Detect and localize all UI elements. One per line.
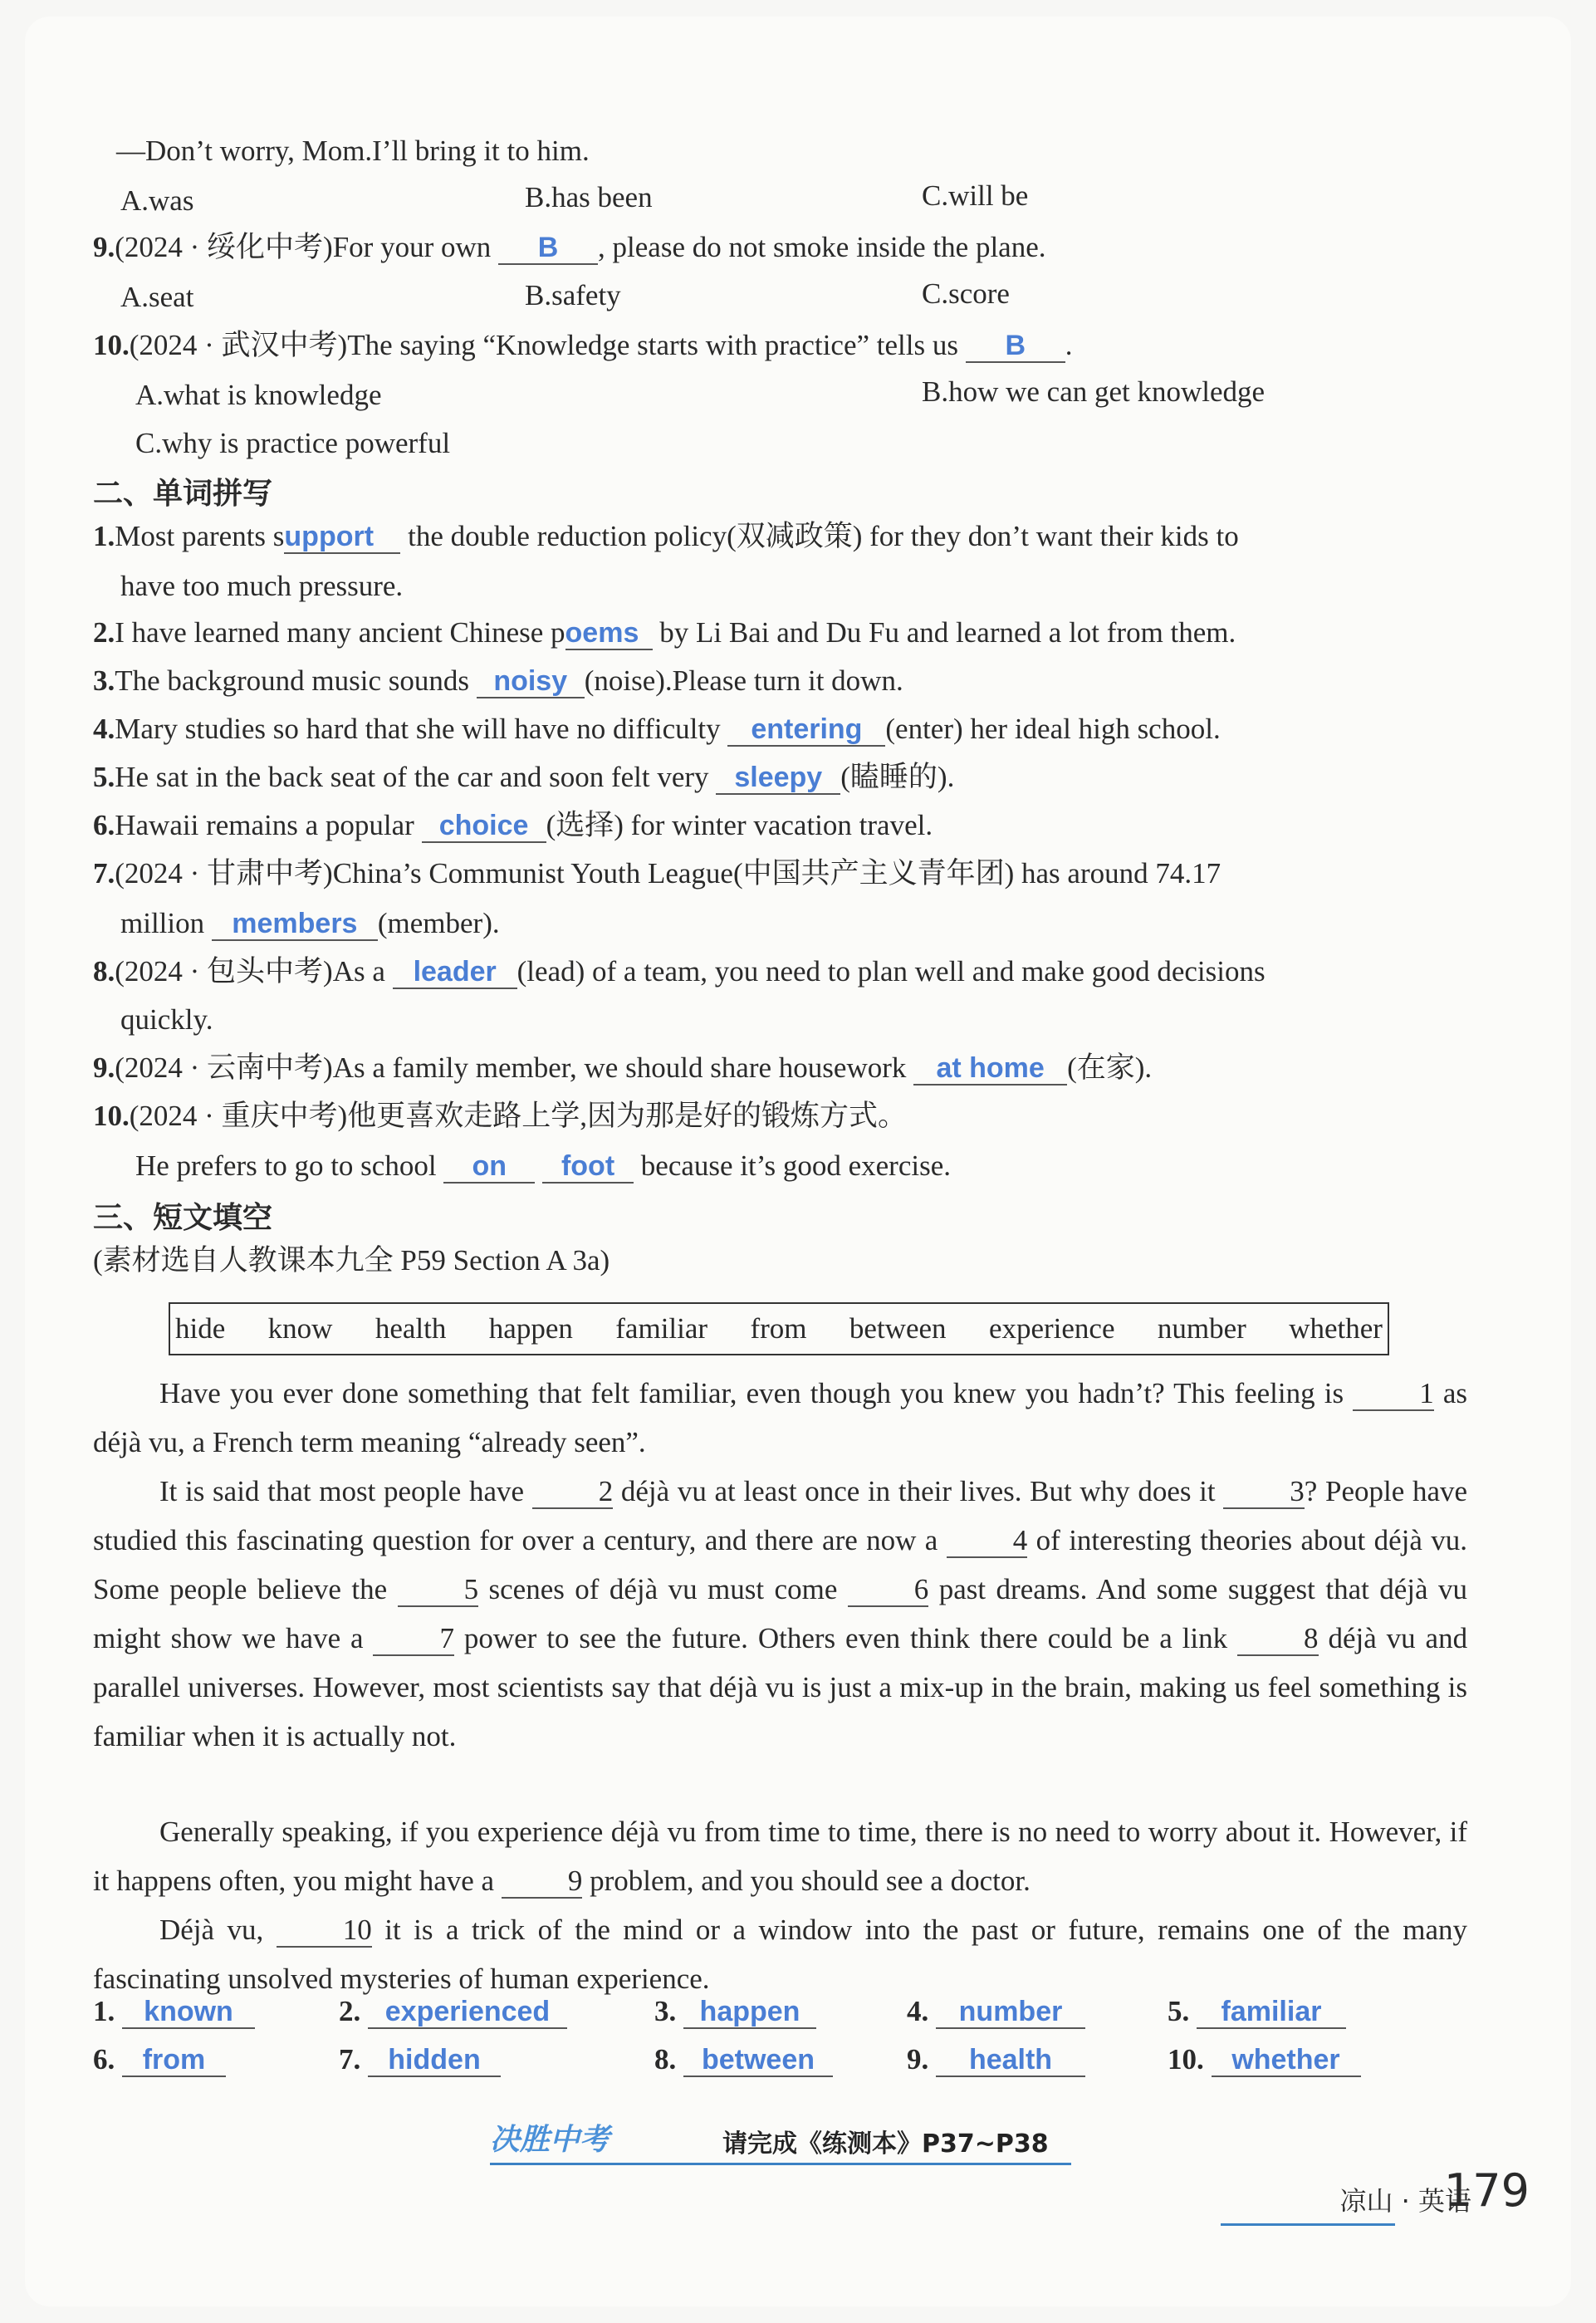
word-bank-item: whether [1289,1312,1383,1345]
answer-1: 1. known [93,1993,255,2030]
footer-instruction: 请完成《练测本》P37~P38 [722,2129,1049,2159]
s2-item-8-cont: quickly. [120,1003,213,1036]
s2-item-7: 7.(2024 · 甘肃中考)China’s Communist Youth League(中国共产主义青年团) has around 74.17 [93,857,1221,890]
answer-7: 7. hidden [339,2041,501,2078]
section2-title: 二、单词拼写 [93,477,273,511]
word-bank-item: happen [488,1312,573,1345]
word-bank-item: from [750,1312,807,1345]
answer-10: 10. whether [1168,2041,1361,2078]
page-label: 凉山 · 英语 [1339,2185,1471,2217]
passage-paragraph-2: It is said that most people have 2 déjà vu at least once in their lives. But why does it 3? People have studied this fascinating question for over a century, and there are now a 4 of interesting theories about déjà vu. Some people believe the 5 scenes of déjà vu must come 6 past dreams. And some suggest that déjà vu might show we have a 7 power to see the future. Others even think there could be a link 8 déjà vu and parallel universes. However, most scientists say that déjà vu is just a mix-up in the brain, making us feel something is familiar when it is actually not. [93,1475,1468,1752]
answer-9: 9. health [907,2041,1085,2078]
s2-item-10: 10.(2024 · 重庆中考)他更喜欢走路上学,因为那是好的锻炼方式。 [93,1100,907,1132]
footer-banner [490,2116,1071,2166]
q10-option-a: A.what is knowledge [135,379,382,411]
passage-paragraph-1: Have you ever done something that felt familiar, even though you knew you hadn’t? This feeling is 1 as déjà vu, a French term meaning “already seen”. [93,1377,1468,1458]
s2-item-9: 9.(2024 · 云南中考)As a family member, we should share housework at home (在家). [93,1051,1153,1084]
s2-item-10-cont: He prefers to go to school on foot because it’s good exercise. [135,1149,951,1182]
q8-dialogue: —Don’t worry, Mom.I’ll bring it to him. [116,135,590,167]
answer-5: 5. familiar [1168,1993,1346,2030]
q9-stem: 9.(2024 · 绥化中考)For your own B , please do not smoke inside the plane. [93,231,1046,263]
q10-option-b: B.how we can get knowledge [922,375,1266,408]
s2-item-1-cont: have too much pressure. [120,570,404,602]
q9-option-a: A.seat [120,281,194,313]
word-bank-item: experience [988,1312,1115,1345]
answer-3: 3. happen [654,1993,816,2030]
s2-item-5: 5.He sat in the back seat of the car and soon felt very sleepy (瞌睡的). [93,761,955,793]
q9-answer: B [537,232,559,263]
brand-logo: 决胜中考 [490,2123,610,2157]
page-number: 179 [1443,2164,1530,2217]
answer-8: 8. between [654,2041,833,2078]
passage-paragraph-3: Generally speaking, if you experience déjà vu from time to time, there is no need to worry about it. However, if it happens often, you might have a 9 problem, and you should see a doctor. [93,1816,1468,1897]
s2-item-8: 8.(2024 · 包头中考)As a leader (lead) of a team, you need to plan well and make good decisions [93,955,1266,988]
answer-4: 4. number [907,1993,1085,2030]
s2-item-2: 2.I have learned many ancient Chinese poems by Li Bai and Du Fu and learned a lot from them. [93,616,1236,649]
q10-option-c: C.why is practice powerful [135,427,451,459]
word-bank [169,1302,1389,1355]
word-bank-item: know [267,1312,333,1345]
word-bank-item: between [849,1312,947,1345]
word-bank-item: hide [175,1312,226,1345]
passage-paragraph-4: Déjà vu, 10 it is a trick of the mind or a window into the past or future, remains one of the many fascinating unsolved mysteries of human experience. [93,1914,1467,1995]
footer-divider [490,2163,1071,2165]
q9-option-b: B.safety [525,279,621,311]
word-bank-item: number [1157,1312,1246,1345]
q10-stem: 10.(2024 · 武汉中考)The saying “Knowledge starts with practice” tells us B . [93,329,1073,361]
s2-item-1: 1.Most parents support the double reduction policy(双减政策) for they don’t want their kids to [93,520,1239,552]
section3-source: (素材选自人教课本九全 P59 Section A 3a) [93,1244,610,1277]
section3-title: 三、短文填空 [93,1201,273,1235]
q9-option-c: C.score [922,277,1010,310]
q8-option-b: B.has been [525,181,653,213]
q8-option-a: A.was [120,184,194,217]
q10-answer: B [1005,330,1026,361]
s2-item-3: 3.The background music sounds noisy (noise).Please turn it down. [93,664,903,697]
s2-item-4: 4.Mary studies so hard that she will have no difficulty entering (enter) her ideal high school. [93,713,1221,745]
s2-item-7-cont: million members (member). [120,907,500,939]
page-underline [1221,2223,1395,2226]
word-bank-item: health [375,1312,447,1345]
answer-6: 6. from [93,2041,226,2078]
word-bank-item: familiar [615,1312,708,1345]
s2-item-6: 6.Hawaii remains a popular choice (选择) for winter vacation travel. [93,809,933,841]
q8-option-c: C.will be [922,179,1029,212]
answer-2: 2. experienced [339,1993,567,2030]
